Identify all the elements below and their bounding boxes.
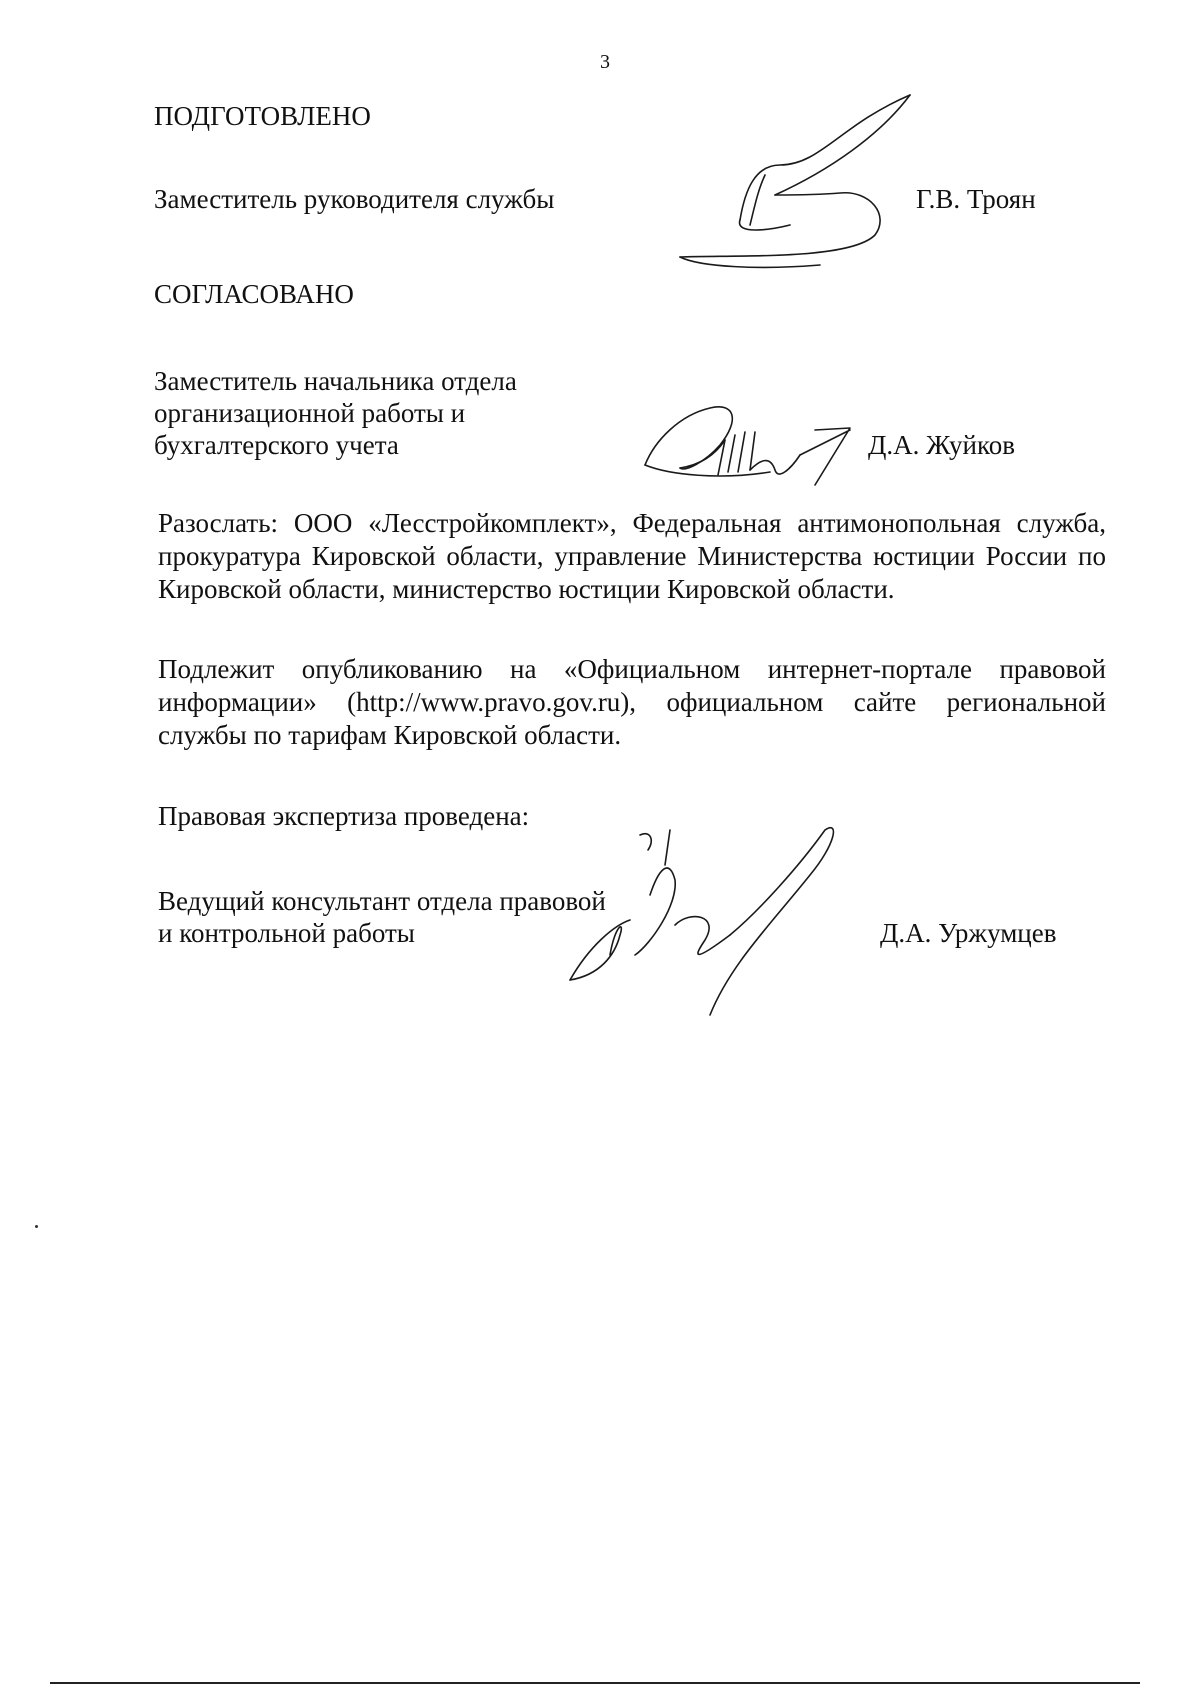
signature-troyan [680, 95, 920, 275]
agreed-heading: СОГЛАСОВАНО [154, 279, 354, 309]
agreed-name: Д.А. Жуйков [868, 430, 1015, 460]
distribution-text: Разослать: ООО «Лесстройкомплект», Федеральная антимонопольная служба, прокуратура Кировской области, управление Министерства юстиции России по Кировской области, министерство юстиции Кировской области. [158, 508, 1106, 604]
prepared-name: Г.В. Троян [916, 184, 1036, 214]
scan-artifact-dot [35, 1225, 38, 1228]
signature-zhuykov [640, 400, 860, 490]
prepared-position: Заместитель руководителя службы [154, 184, 555, 214]
publication-text: Подлежит опубликованию на «Официальном интернет-портале правовой информации» (http://www.pravo.gov.ru), официальном сайте региональной службы по тарифам Кировской области. [158, 654, 1106, 750]
signature-urzhumtsev [560, 825, 880, 1015]
legal-review-name: Д.А. Уржумцев [880, 918, 1057, 948]
legal-review-position-line-2: и контрольной работы [158, 918, 415, 948]
agreed-position-line-1: Заместитель начальника отдела [154, 366, 517, 396]
bottom-rule [50, 1682, 1140, 1684]
prepared-heading: ПОДГОТОВЛЕНО [154, 101, 371, 131]
page-number: 3 [600, 51, 610, 73]
agreed-position-line-2: организационной работы и [154, 398, 466, 428]
agreed-position-line-3: бухгалтерского учета [154, 430, 399, 460]
legal-review-position-line-1: Ведущий консультант отдела правовой [158, 886, 606, 916]
legal-review-heading: Правовая экспертиза проведена: [158, 801, 530, 831]
